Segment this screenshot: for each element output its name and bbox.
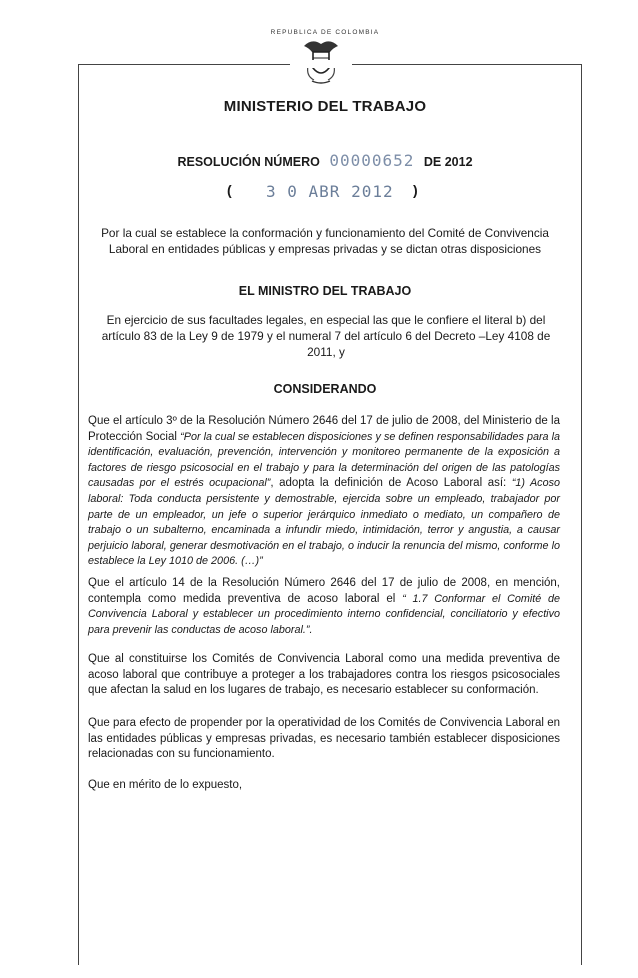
republic-label: REPUBLICA DE COLOMBIA [270, 29, 380, 36]
legal-powers: En ejercicio de sus facultades legales, en especial las que le confiere el literal b) del artículo 83 de la Ley 9 de 1979 y el numeral 7 del artículo 6 del Decreto –Ley 4108 de 2011, y [101, 313, 551, 359]
considering-paragraph-4: Que para efecto de propender por la operatividad de los Comités de Convivencia Laboral en las entidades públicas y empresas privadas, es necesario también establecer disposiciones relacionadas con su funcionamiento. [88, 717, 560, 761]
p2-quote: “ 1.7 Conformar el Comité de Convivencia Laboral y establecer un procedimiento interno confidencial, conciliatorio y efectivo para prevenir las conductas de acoso laboral.”. [88, 592, 561, 636]
considering-paragraph-5: Que en mérito de lo expuesto, [88, 779, 243, 791]
considering-paragraph-1 [88, 414, 560, 570]
p1-quote: “Por la cual se establecen disposiciones y se definen responsabilidades para la identificación, evaluación, prevención, intervención y monitoreo permanente de la exposición a factores de riesgo psicosocial en el trabajo y para la determinación del origen de las patologías causadas por el estrés ocupacional” [88, 430, 561, 490]
p1-definition: “1) Acoso laboral: Toda conducta persistente y demostrable, ejercida sobre un empleado, trabajador por parte de un empleador, un jefe o superior jerárquico inmediato o mediato, un compañero de trabajo o un subalterno, encaminada a infundir miedo, intimidación, terror y angustia, a causar perjuicio laboral, generar desmotivación en el trabajo, o inducir la renuncia del mismo, conforme lo establece la Ley 1010 de 2006. (…)” [88, 477, 560, 568]
ministry-title: MINISTERIO DEL TRABAJO [223, 98, 427, 115]
border-gap [290, 60, 352, 68]
resolution-label: RESOLUCIÓN NÚMERO [177, 155, 320, 169]
considering-paragraph-3: Que al constituirse los Comités de Convivencia Laboral como una medida preventiva de acoso laboral que contribuye a proteger a los trabajadores contra los riesgos psicosociales que afectan la salud en los lugares de trabajo, es necesario establecer su conformación. [88, 653, 560, 697]
date-paren-open: ( [227, 182, 232, 198]
resolution-number-stamp: 00000652 [329, 151, 415, 170]
p1-mid: , adopta la definición de Acoso Laboral así: [270, 477, 512, 490]
considering-paragraph-2 [88, 576, 560, 638]
resolution-subject: Por la cual se establece la conformación y funcionamiento del Comité de Convivencia Laboral en entidades públicas y empresas privadas y se dictan otras disposiciones [101, 226, 549, 256]
date-paren-close: ) [413, 182, 418, 198]
p1-lead: Que el artículo 3º de la Resolución Número 2646 del 17 de julio de 2008, del Ministerio de la Protección Social [88, 415, 560, 443]
date-stamp: 3 0 ABR 2012 [266, 182, 394, 201]
considering-heading: CONSIDERANDO [273, 382, 377, 396]
resolution-number-line [0, 151, 638, 170]
minister-heading: EL MINISTRO DEL TRABAJO [238, 284, 412, 298]
p2-lead: Que el artículo 14 de la Resolución Número 2646 del 17 de julio de 2008, en mención, contempla como medida preventiva de acoso laboral el [88, 577, 560, 605]
resolution-year: DE 2012 [423, 155, 473, 169]
